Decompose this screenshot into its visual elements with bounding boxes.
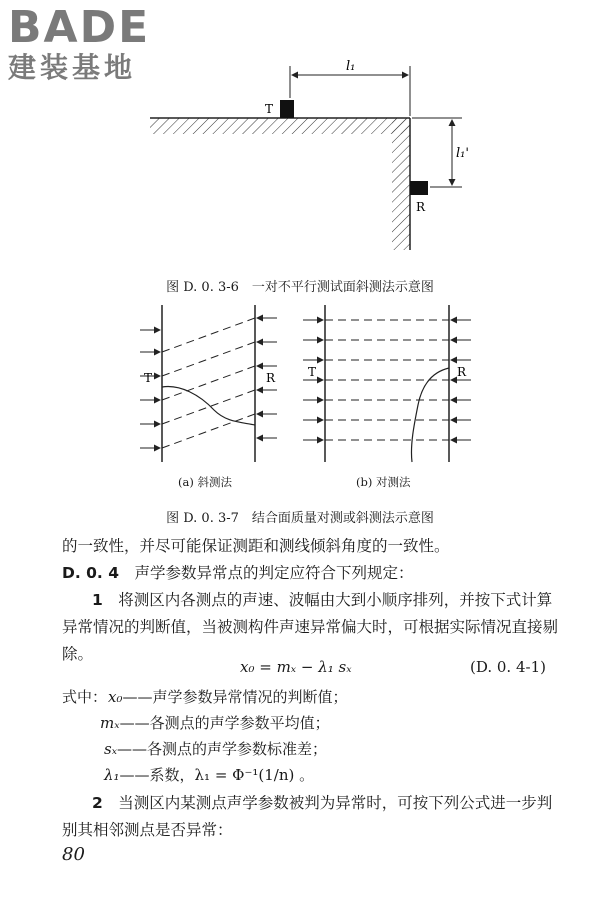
label-r-b: R bbox=[457, 365, 467, 379]
def-desc: ——系数，λ₁ = Φ⁻¹(1/n) 。 bbox=[119, 766, 315, 784]
def-desc: ——各测点的声学参数标准差； bbox=[117, 740, 328, 758]
item-1-text: 将测区内各测点的声速、波幅由大到小顺序排列，并按下式计算异常情况的判断值，当被测构件声速异常偏大时，可根据实际情况直接剔除。 bbox=[62, 591, 559, 663]
figure-d037-b bbox=[303, 305, 471, 462]
label-l1: l₁ bbox=[346, 59, 356, 74]
item-1 bbox=[62, 587, 562, 668]
definition-lambda1 bbox=[104, 764, 314, 785]
figure-d036 bbox=[150, 59, 469, 250]
top-surface-hatch bbox=[150, 118, 410, 134]
definition-sx bbox=[104, 738, 327, 759]
item-2-text: 当测区内某测点声学参数被判为异常时，可按下列公式进一步判别其相邻测点是否异常： bbox=[62, 794, 553, 839]
paragraph-continuation: 的一致性，并尽可能保证测距和测线倾斜角度的一致性。 bbox=[62, 537, 450, 555]
subcaption-b: (b) 对测法 bbox=[356, 475, 411, 489]
section-d04 bbox=[62, 560, 562, 587]
transducer-r bbox=[410, 181, 428, 195]
def-desc: ——各测点的声学参数平均值； bbox=[119, 714, 330, 732]
equation: x₀ = mₓ − λ₁ sₓ bbox=[240, 658, 352, 676]
equation-number: (D. 0. 4-1) bbox=[470, 658, 546, 676]
oblique-paths bbox=[162, 318, 255, 448]
section-text: 声学参数异常点的判定应符合下列规定： bbox=[119, 564, 414, 582]
section-number: D. 0. 4 bbox=[62, 564, 120, 582]
arrows-right-b bbox=[451, 320, 471, 440]
figure-d037-a bbox=[140, 305, 277, 462]
interface-curve-b bbox=[411, 368, 449, 462]
transducer-t bbox=[280, 100, 294, 118]
item-1-number: 1 bbox=[92, 591, 103, 609]
direct-paths bbox=[325, 320, 449, 440]
label-l1-prime: l₁' bbox=[456, 146, 469, 161]
label-r-a: R bbox=[266, 371, 276, 385]
label-t-fig6: T bbox=[265, 102, 274, 116]
def-symbol: mₓ bbox=[100, 714, 120, 732]
definition-x0 bbox=[108, 686, 348, 707]
label-t-a: T bbox=[144, 371, 153, 385]
side-surface-hatch bbox=[392, 118, 410, 250]
item-2 bbox=[62, 790, 562, 844]
page-number: 80 bbox=[62, 844, 85, 865]
caption-fig-d036: 图 D. 0. 3-6 一对不平行测试面斜测法示意图 bbox=[166, 280, 434, 295]
definition-mx bbox=[100, 712, 330, 733]
arrows-left-a bbox=[140, 330, 160, 448]
def-symbol: x₀ bbox=[108, 688, 123, 706]
where-label: 式中： bbox=[62, 688, 108, 706]
arrows-left-b bbox=[303, 320, 323, 440]
label-r-fig6: R bbox=[416, 200, 426, 214]
logo-main: BADE bbox=[8, 2, 151, 53]
subcaption-a: (a) 斜测法 bbox=[178, 475, 232, 489]
def-symbol: λ₁ bbox=[104, 766, 120, 784]
def-desc: ——声学参数异常情况的判断值； bbox=[122, 688, 348, 706]
caption-fig-d037: 图 D. 0. 3-7 结合面质量对测或斜测法示意图 bbox=[166, 511, 434, 526]
label-t-b: T bbox=[308, 365, 317, 379]
def-symbol: sₓ bbox=[104, 740, 118, 758]
logo-sub: 建装基地 bbox=[8, 51, 137, 84]
item-2-number: 2 bbox=[92, 794, 103, 812]
